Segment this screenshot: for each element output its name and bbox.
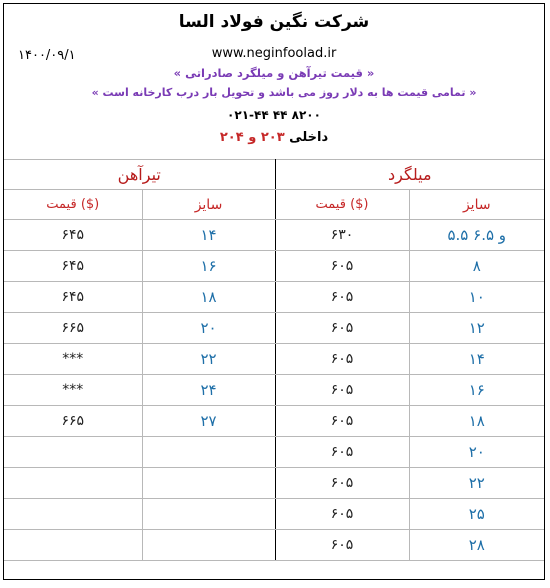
- table-row: [4, 437, 544, 468]
- rebar-size-cell: [409, 313, 544, 344]
- rebar-size-cell: [409, 251, 544, 282]
- rebar-size-cell-text: ۲۲: [468, 474, 485, 492]
- rebar-price-cell: [275, 282, 409, 313]
- price-list-subtitle: « قیمت تیرآهن و میلگرد صادراتی »: [173, 66, 375, 80]
- beam-price-cell-text: ***: [62, 351, 84, 367]
- rebar-size-cell: [409, 282, 544, 313]
- price-rows: [4, 220, 544, 561]
- beam-price-cell: [4, 406, 142, 437]
- beam-size-cell-text: ۲۲: [200, 350, 217, 368]
- beam-size-cell-text: ۲۰: [200, 319, 217, 337]
- beam-price-header: قیمت ($): [4, 190, 142, 220]
- rebar-price-cell: [275, 530, 409, 561]
- rebar-price-cell-text: ۶۰۵: [330, 475, 354, 491]
- beam-price-cell-text: ۶۴۵: [61, 227, 85, 243]
- rebar-price-cell: [275, 437, 409, 468]
- price-table: [4, 159, 544, 561]
- rebar-price-cell: [275, 406, 409, 437]
- table-row: [4, 530, 544, 561]
- rebar-size-cell-text: ۱۴: [468, 350, 485, 368]
- website-link[interactable]: www.neginfoolad.ir: [211, 46, 337, 61]
- beam-price-cell: [4, 468, 142, 499]
- company-name: شرکت نگین فولاد السا: [178, 12, 370, 32]
- beam-size-cell-text: ۱۸: [200, 288, 217, 306]
- rebar-size-cell-text: ۱۲: [468, 319, 485, 337]
- beam-price-cell: [4, 437, 142, 468]
- rebar-price-cell-text: ۶۰۵: [330, 506, 354, 522]
- rebar-price-cell-text: ۶۳۰: [330, 227, 354, 243]
- rebar-price-cell: [275, 499, 409, 530]
- beam-size-cell: [142, 530, 275, 561]
- delivery-note: « تمامی قیمت ها به دلار روز می باشد و تحویل بار درب کارخانه است »: [91, 86, 477, 99]
- beam-size-cell: [142, 282, 275, 313]
- beam-size-cell: [142, 344, 275, 375]
- rebar-price-cell: [275, 375, 409, 406]
- beam-price-cell: [4, 375, 142, 406]
- beam-size-cell: [142, 220, 275, 251]
- table-row: [4, 468, 544, 499]
- price-sheet: [3, 3, 545, 580]
- rebar-size-header: سایز: [409, 190, 544, 220]
- table-row: [4, 313, 544, 344]
- beam-size-cell-text: ۱۴: [200, 226, 217, 244]
- rebar-section-heading: میلگرد: [275, 160, 544, 190]
- rebar-price-cell: [275, 251, 409, 282]
- beam-size-cell: [142, 499, 275, 530]
- beam-price-cell: [4, 251, 142, 282]
- rebar-price-cell-text: ۶۰۵: [330, 382, 354, 398]
- phone-number: ۰۲۱-۴۴ ۴۴ ۸۲۰۰: [227, 108, 321, 122]
- beam-size-cell: [142, 251, 275, 282]
- rebar-size-cell: [409, 344, 544, 375]
- rebar-price-cell-text: ۶۰۵: [330, 289, 354, 305]
- beam-size-cell: [142, 406, 275, 437]
- extension-line: [104, 130, 444, 145]
- beam-price-cell-text: ۶۶۵: [61, 413, 85, 429]
- table-row: [4, 282, 544, 313]
- table-row: [4, 344, 544, 375]
- rebar-size-cell-text: ۱۸: [468, 412, 485, 430]
- beam-size-cell-text: ۲۷: [200, 412, 217, 430]
- rebar-price-cell: [275, 313, 409, 344]
- rebar-size-cell: [409, 375, 544, 406]
- rebar-price-cell-text: ۶۰۵: [330, 537, 354, 553]
- rebar-price-header: قیمت ($): [275, 190, 409, 220]
- beam-price-cell: [4, 220, 142, 251]
- rebar-size-cell: [409, 220, 544, 251]
- beam-size-header: سایز: [142, 190, 275, 220]
- rebar-size-cell: [409, 499, 544, 530]
- rebar-price-cell-text: ۶۰۵: [330, 351, 354, 367]
- rebar-size-cell-text: ۵.۵ و ۶.۵: [447, 226, 507, 244]
- beam-price-cell: [4, 344, 142, 375]
- beam-price-cell: [4, 313, 142, 344]
- beam-section-heading: تیرآهن: [4, 160, 275, 190]
- beam-price-cell: [4, 282, 142, 313]
- rebar-price-cell-text: ۶۰۵: [330, 258, 354, 274]
- beam-size-cell: [142, 375, 275, 406]
- rebar-size-cell-text: ۲۵: [468, 505, 485, 523]
- rebar-price-cell: [275, 344, 409, 375]
- beam-price-cell-text: ۶۴۵: [61, 258, 85, 274]
- beam-size-cell: [142, 468, 275, 499]
- rebar-size-cell: [409, 530, 544, 561]
- beam-size-cell-text: ۱۶: [200, 257, 217, 275]
- rebar-size-cell-text: ۸: [472, 257, 481, 275]
- sheet-date: ۱۴۰۰/۰۹/۱: [18, 48, 76, 63]
- rebar-size-cell-text: ۲۰: [468, 443, 485, 461]
- beam-price-cell-text: ***: [62, 382, 84, 398]
- beam-size-cell: [142, 313, 275, 344]
- rebar-price-cell-text: ۶۰۵: [330, 413, 354, 429]
- table-row: [4, 375, 544, 406]
- table-row: [4, 406, 544, 437]
- table-row: [4, 499, 544, 530]
- beam-price-cell: [4, 530, 142, 561]
- rebar-price-cell: [275, 220, 409, 251]
- extension-numbers: ۲۰۳ و ۲۰۴: [219, 130, 285, 145]
- rebar-size-cell-text: ۲۸: [468, 536, 485, 554]
- beam-price-cell: [4, 499, 142, 530]
- beam-size-cell: [142, 437, 275, 468]
- rebar-size-cell-text: ۱۰: [468, 288, 485, 306]
- extension-label: داخلی: [284, 130, 329, 145]
- rebar-size-cell: [409, 406, 544, 437]
- table-row: [4, 220, 544, 251]
- sheet-header: [4, 4, 544, 160]
- beam-price-cell-text: ۶۶۵: [61, 320, 85, 336]
- rebar-size-cell: [409, 437, 544, 468]
- rebar-price-cell-text: ۶۰۵: [330, 444, 354, 460]
- rebar-size-cell-text: ۱۶: [468, 381, 485, 399]
- rebar-price-cell-text: ۶۰۵: [330, 320, 354, 336]
- beam-size-cell-text: ۲۴: [200, 381, 217, 399]
- beam-price-cell-text: ۶۴۵: [61, 289, 85, 305]
- rebar-price-cell: [275, 468, 409, 499]
- rebar-size-cell: [409, 468, 544, 499]
- table-row: [4, 251, 544, 282]
